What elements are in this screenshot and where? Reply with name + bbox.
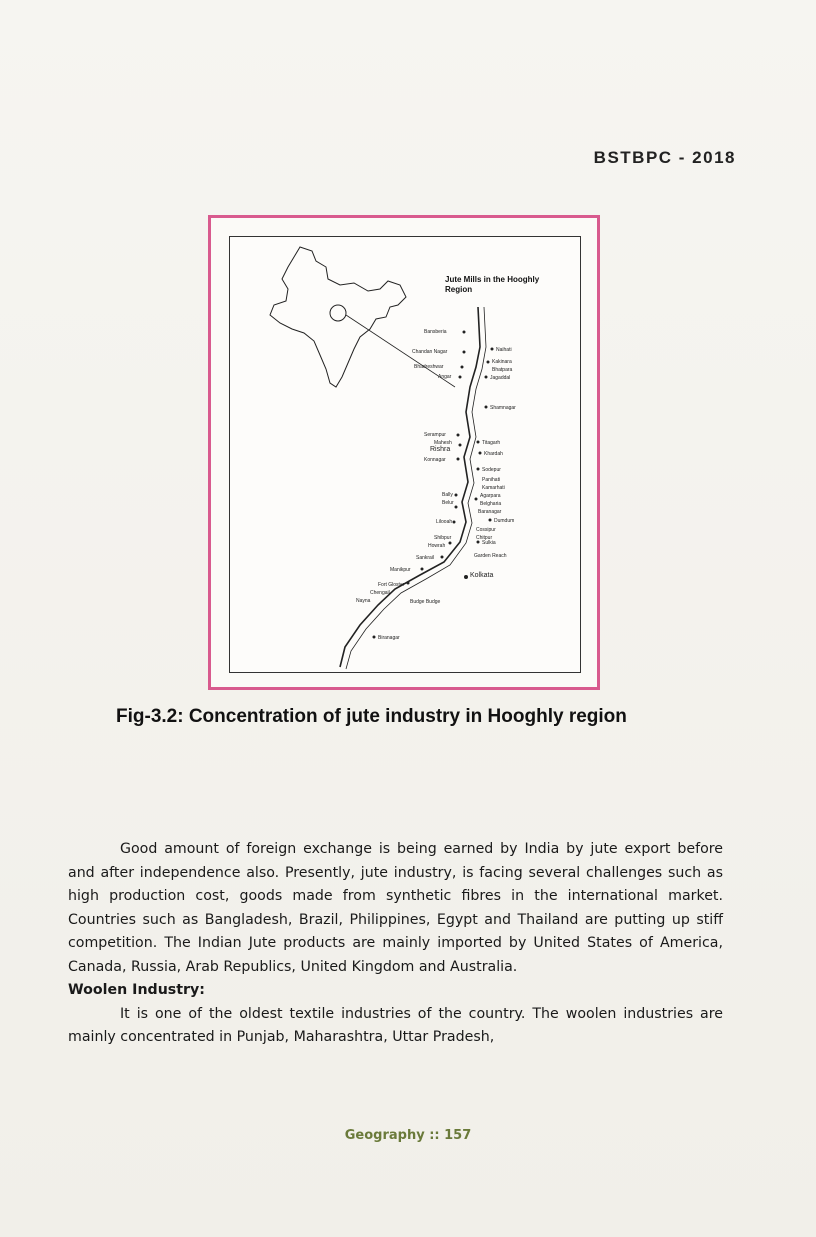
city-label: Panihati: [482, 477, 501, 483]
india-outline: [270, 247, 406, 387]
city-label: Garden Reach: [474, 553, 507, 559]
city-label: Chitpur: [476, 535, 493, 541]
body-text: [68, 838, 723, 1050]
city-label: Khardah: [484, 451, 503, 457]
city-label: Kamarhati: [482, 485, 505, 491]
city-label: Agarpara: [480, 493, 501, 499]
city-label: Fort Gloster: [378, 582, 405, 588]
region-locator-circle: [330, 305, 346, 321]
city-label: Konnagar: [424, 457, 446, 463]
city-label: Sankrail: [416, 555, 435, 561]
city-label: Titagarh: [482, 440, 501, 446]
city-label: Nayna: [356, 598, 371, 604]
map-drawing: [230, 237, 582, 674]
figure-caption: Fig-3.2: Concentration of jute industry in Hooghly region: [116, 706, 627, 727]
section-heading-woolen: Woolen Industry:: [68, 982, 205, 998]
city-label: Bally: [442, 492, 453, 498]
city-label: Budge Budge: [410, 599, 441, 605]
city-label: Baranagar: [478, 509, 502, 515]
city-label: Bansberia: [424, 329, 447, 335]
city-label: Chengail: [370, 590, 390, 596]
city-label: Kakinara: [492, 359, 512, 365]
figure-frame: [208, 215, 600, 690]
city-label-kolkata: Kolkata: [470, 572, 494, 579]
city-label: Lilooah: [436, 519, 453, 525]
city-label: Sulkia: [482, 540, 496, 546]
city-label: Jagaddal: [490, 375, 511, 381]
city-label: Belur: [442, 500, 454, 506]
city-label: Bhadreshwar: [414, 364, 444, 370]
city-label: Dumdum: [494, 518, 515, 524]
city-label: Naihati: [496, 347, 512, 353]
city-label: Biranagar: [378, 635, 400, 641]
city-label: Serampur: [424, 432, 446, 438]
city-label: Shamnagar: [490, 405, 516, 411]
map-title: Jute Mills in the Hooghly Region: [445, 275, 540, 294]
city-label: Bhatpara: [492, 367, 513, 373]
page-header-code: BSTBPC - 2018: [593, 148, 736, 167]
city-label: Cossipur: [476, 527, 496, 533]
city-label: Howrah: [428, 543, 446, 549]
paragraph-jute-export: Good amount of foreign exchange is being earned by India by jute export before and after independence also. Presently, jute industry, is facing several challenges such as high production cost, goods made from synthetic fibres in the international market. Countries such as Bangladesh, Brazil, Philippines, Egypt and Thailand are putting up stiff competition. The Indian Jute products are mainly imported by United States of America, Canada, Russia, Arab Republics, United Kingdom and Australia.: [68, 841, 723, 975]
city-label: Shibpur: [434, 535, 452, 541]
city-label: Angar: [438, 374, 452, 380]
hooghly-river: [340, 307, 480, 667]
city-label: Belgharia: [480, 501, 502, 507]
city-label: Mahesh: [434, 440, 452, 446]
hooghly-map: [229, 236, 581, 673]
page-footer: Geography :: 157: [344, 1128, 472, 1143]
city-label: Rishra: [430, 446, 451, 453]
paragraph-woolen: It is one of the oldest textile industries of the country. The woolen industries are mainly concentrated in Punjab, Maharashtra, Uttar Pradesh,: [68, 1005, 723, 1045]
city-label: Sodepur: [482, 467, 501, 473]
city-label: Chandan Nagar: [412, 349, 448, 355]
city-label: Manikpur: [390, 567, 411, 573]
